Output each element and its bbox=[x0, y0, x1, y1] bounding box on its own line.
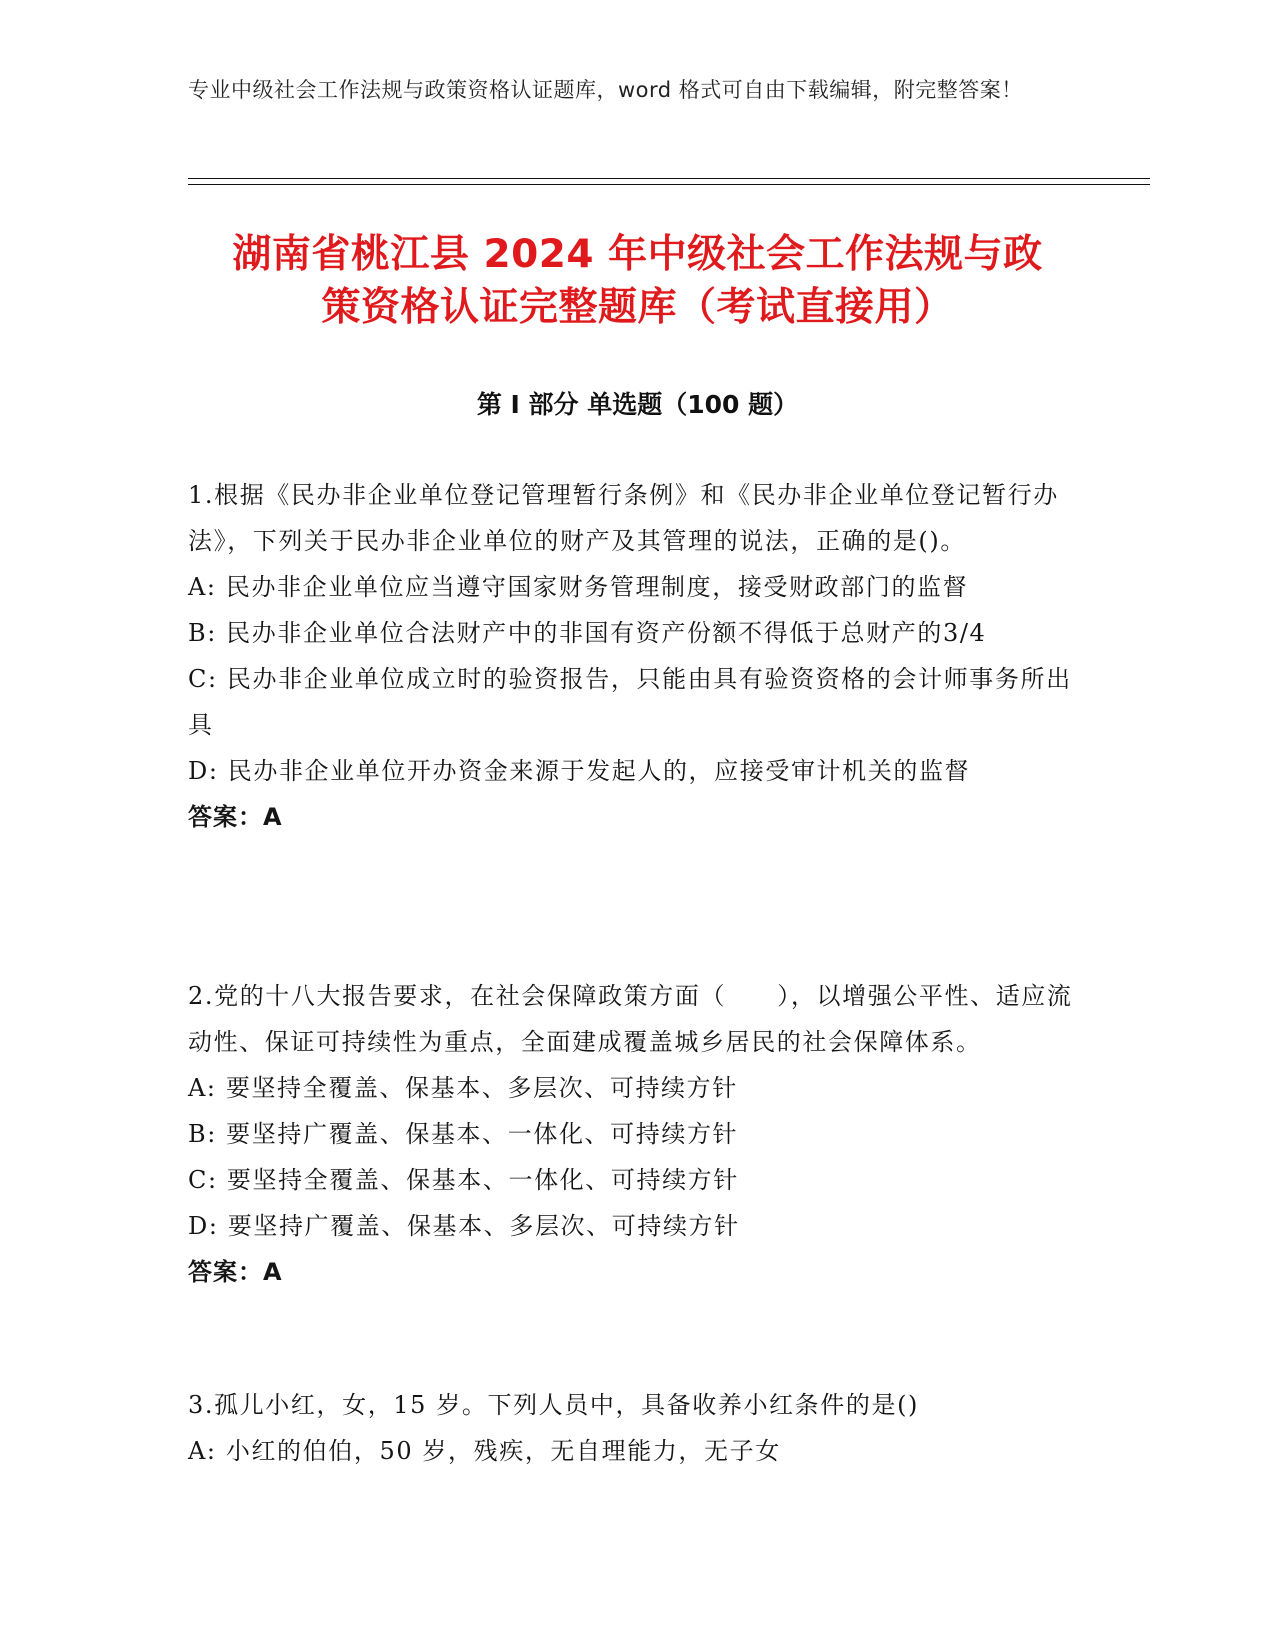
section-title: 第 I 部分 单选题（100 题） bbox=[476, 390, 799, 419]
question-answer: 答案：A bbox=[188, 1258, 283, 1286]
question-option-a: A: 民办非企业单位应当遵守国家财务管理制度，接受财政部门的监督 bbox=[188, 573, 969, 601]
question-2 bbox=[188, 973, 1088, 1295]
question-option-b: B: 民办非企业单位合法财产中的非国有资产份额不得低于总财产的3/4 bbox=[188, 619, 987, 647]
question-option-d: D: 要坚持广覆盖、保基本、多层次、可持续方针 bbox=[188, 1212, 740, 1240]
header-divider-bottom bbox=[188, 184, 1150, 185]
header-note: 专业中级社会工作法规与政策资格认证题库，word 格式可自由下载编辑，附完整答案！ bbox=[188, 78, 1023, 102]
question-1 bbox=[188, 472, 1088, 840]
question-option-b: B: 要坚持广覆盖、保基本、一体化、可持续方针 bbox=[188, 1120, 739, 1148]
header-divider-top bbox=[188, 178, 1150, 179]
question-answer: 答案：A bbox=[188, 803, 283, 831]
question-3 bbox=[188, 1382, 1088, 1474]
question-stem: 1.根据《民办非企业单位登记管理暂行条例》和《民办非企业单位登记暂行办法》，下列关于民办非企业单位的财产及其管理的说法，正确的是()。 bbox=[188, 481, 1059, 555]
question-stem: 2.党的十八大报告要求，在社会保障政策方面（ ），以增强公平性、适应流动性、保证可持续性为重点，全面建成覆盖城乡居民的社会保障体系。 bbox=[188, 982, 1073, 1056]
question-option-c: C: 要坚持全覆盖、保基本、一体化、可持续方针 bbox=[188, 1166, 739, 1194]
question-option-c: C: 民办非企业单位成立时的验资报告，只能由具有验资资格的会计师事务所出具 bbox=[188, 665, 1072, 739]
document-title bbox=[170, 228, 1105, 334]
document-title-line-2: 策资格认证完整题库（考试直接用） bbox=[321, 285, 954, 330]
question-option-a: A: 要坚持全覆盖、保基本、多层次、可持续方针 bbox=[188, 1074, 738, 1102]
question-option-d: D: 民办非企业单位开办资金来源于发起人的，应接受审计机关的监督 bbox=[188, 757, 971, 785]
question-option-a: A: 小红的伯伯，50 岁，残疾，无自理能力，无子女 bbox=[188, 1437, 781, 1465]
document-title-line-1: 湖南省桃江县 2024 年中级社会工作法规与政 bbox=[232, 232, 1043, 277]
question-stem: 3.孤儿小红，女，15 岁。下列人员中，具备收养小红条件的是() bbox=[188, 1391, 919, 1419]
